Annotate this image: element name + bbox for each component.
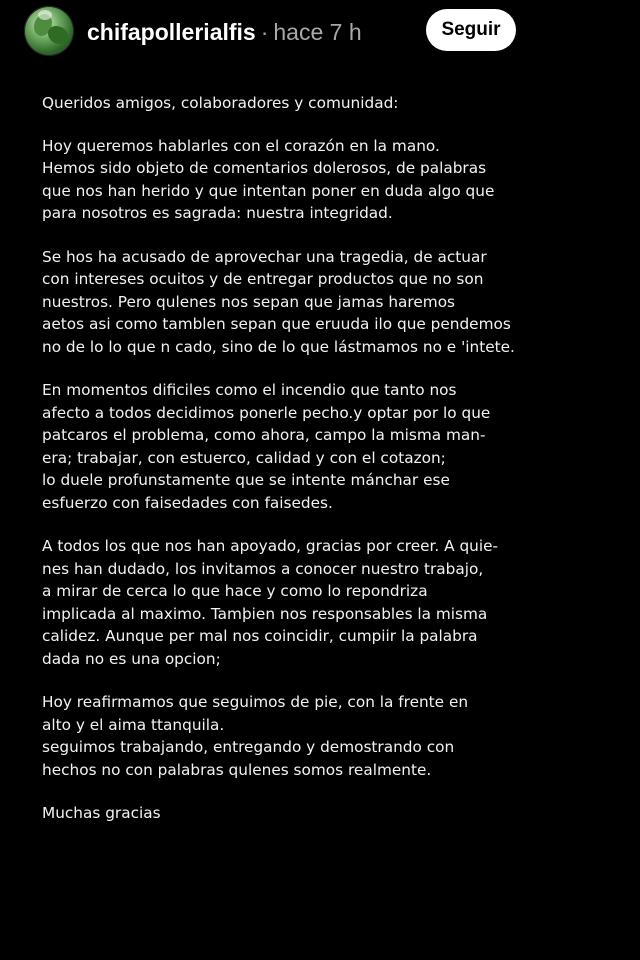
username-link[interactable]: chifapollerialfis [87,18,256,45]
avatar-leaf-shape [48,26,68,44]
post-paragraph: Se hos ha acusado de aprovechar una tragedia, de actuar con intereses ocuitos y de entregar productos que no son nuestros. Pero qulenes nos sepan que jamas haremos aetos asi como tamblen sepan que eruuda ilo que pendemos no de lo lo que n cado, sino de lo que lástmamos no e 'intete. [42,247,515,356]
avatar-highlight [38,10,52,20]
post-closing: Muchas gracias [42,804,161,822]
post-paragraph: En momentos dificiles como el incendio que tanto nos afecto a todos decidimos ponerle pecho.y optar por lo que patcaros el problema, como ahora, campo la misma man- era; trabajar, con estuerco, calidad y con el cotazon; lo duele profunstamente que se intente mánchar ese esfuerzo con faisedades con faisedes. [42,381,491,512]
profile-avatar-icon[interactable] [24,6,74,56]
post-header [0,0,640,64]
post-paragraph: Hoy reafirmamos que seguimos de pie, con la frente en alto y el aima ttanquila. seguimos trabajando, entregando y demostrando con hechos no con palabras qulenes somos realmente. [42,693,469,779]
post-timestamp: hace 7 h [273,18,362,45]
post-paragraph: A todos los que nos han apoyado, gracias por creer. A quie- nes han dudado, los invitamos a conocer nuestro trabajo, a mirar de cerca lo que hace y como lo repondriza implicada al maximo. Tamþien nos responsables la misma calidez. Aunque per mal nos coincidir, cumpiir la palabra dada no es una opcion; [42,537,499,668]
meta-separator: · [260,18,269,45]
post-text-body [42,92,602,846]
post-greeting: Queridos amigos, colaboradores y comunidad: [42,94,399,112]
post-paragraph: Hoy queremos hablarles con el corazón en la mano. Hemos sido objeto de comentarios dolerosos, de palabras que nos han herido y que intentan poner en duda algo que para nosotros es sagrada: nuestra integridad. [42,136,495,222]
follow-button[interactable]: Seguir [426,9,516,51]
post-meta [87,14,362,50]
